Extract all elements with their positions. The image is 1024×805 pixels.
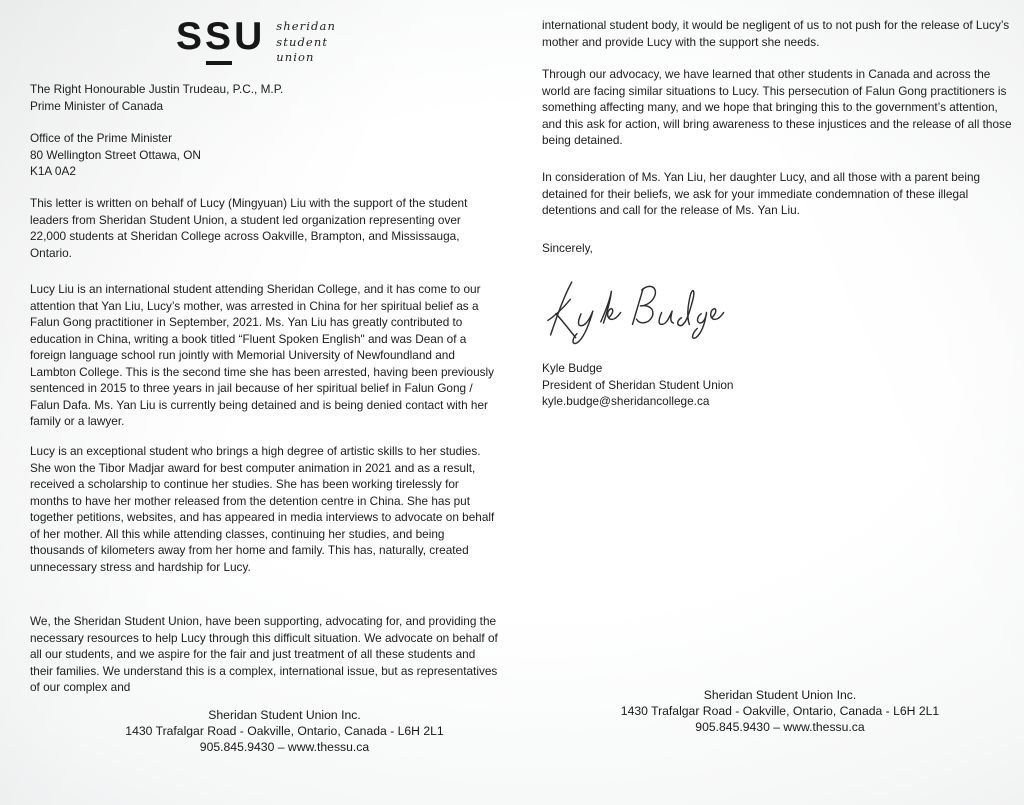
signer-block — [542, 360, 1012, 410]
page-footer — [57, 707, 512, 755]
tagline-line: union — [276, 50, 315, 64]
ssu-logo-tagline — [276, 16, 336, 66]
paragraph-text: Lucy Liu is an international student attending Sheridan College, and it has come to our attention that Yan Liu, Lucy’s mother, was arrested in China for her spiritual belief as a Falun Gong practitioner in September, 2021. Ms. Yan Liu has greatly contributed to education in China, writing a book titled “Fluent Spoken English" and was Dean of a foreign language school run jointly with Memorial University of Newfoundland and Lambton College. This is the second time she has been arrested, having been previously sentenced in 2015 to three years in jail because of her spiritual belief in Falun Gong / Falun Dafa. Ms. Yan Liu is currently being detained and is being denied contact with her family or a lawyer. — [30, 282, 495, 428]
footer-line: Sheridan Student Union Inc. — [703, 688, 857, 702]
footer-line: 1430 Trafalgar Road - Oakville, Ontario, Canada - L6H 2L1 — [620, 704, 940, 718]
paragraph-text: This letter is written on behalf of Lucy (Mingyuan) Liu with the support of the student leaders from Sheridan Student Union, a student led organization representing over 22,000 students at Sheridan College across Oakville, Brampton, and Mississauga, Ontario. — [30, 196, 468, 260]
address-block — [30, 130, 500, 180]
logo-letter-underlined: S — [205, 15, 235, 58]
body-paragraph — [30, 195, 500, 261]
tagline-line: student — [276, 34, 329, 49]
body-paragraph — [30, 613, 500, 696]
address-line: 80 Wellington Street Ottawa, ON — [30, 147, 201, 162]
closing-text: Sincerely, — [542, 241, 593, 255]
address-line: Office of the Prime Minister — [30, 131, 173, 145]
handwritten-signature-kyle-budge — [540, 276, 725, 349]
recipient-line: Prime Minister of Canada — [30, 98, 164, 113]
tagline-line: sheridan — [276, 19, 336, 33]
signature-drawing — [540, 276, 725, 349]
footer-line: 1430 Trafalgar Road - Oakville, Ontario, Canada - L6H 2L1 — [125, 724, 444, 738]
paragraph-text: We, the Sheridan Student Union, have been supporting, advocating for, and providing the necessary resources to help Lucy through this difficult situation. We advocate on behalf of all our students, and we aspire for the fair and just treatment of all these students and their families. We understand this is a complex, international issue, but as representatives of our complex and — [30, 614, 498, 694]
paragraph-text: international student body, it would be negligent of us to not push for the release of Lucy’s mother and provide Lucy with the support she needs. — [542, 18, 1010, 49]
logo-letter: S — [176, 15, 206, 58]
recipient-line: The Right Honourable Justin Trudeau, P.C., M.P. — [30, 82, 284, 96]
logo-letter: U — [234, 15, 266, 58]
ssu-logo — [0, 16, 512, 66]
paragraph-text: Lucy is an exceptional student who brings a high degree of artistic skills to her studies. She won the Tibor Madjar award for best computer animation in 2021 and as a result, received a scholarship to continue her studies. She has been working tirelessly for months to have her mother released from the detention centre in China. She has put together petitions, websites, and has appeared in media interviews to advocate on behalf of her mother. All this while attending classes, continuing her studies, and being thousands of kilometers away from her home and family. This has, naturally, created unnecessary stress and hardship for Lucy. — [30, 444, 495, 574]
body-paragraph — [30, 281, 500, 430]
page-footer — [600, 687, 960, 735]
signer-name: Kyle Budge — [542, 361, 603, 375]
closing-line — [542, 240, 1012, 257]
paragraph-text: In consideration of Ms. Yan Liu, her daughter Lucy, and all those with a parent being detained for their beliefs, we ask for your immediate condemnation of these illegal detentions and call for the release of Ms. Yan Liu. — [542, 170, 981, 217]
footer-line: 905.845.9430 – www.thessu.ca — [199, 740, 370, 754]
body-paragraph — [542, 17, 1012, 50]
address-line: K1A 0A2 — [30, 164, 76, 178]
footer-line: 905.845.9430 – www.thessu.ca — [695, 720, 865, 734]
signer-email: kyle.budge@sheridancollege.ca — [542, 394, 710, 408]
body-paragraph — [542, 66, 1012, 149]
body-paragraph — [30, 443, 500, 575]
body-paragraph — [542, 169, 1012, 219]
recipient-block — [30, 81, 500, 114]
ssu-logo-letters — [176, 16, 265, 58]
signer-title: President of Sheridan Student Union — [542, 377, 734, 392]
paragraph-text: Through our advocacy, we have learned that other students in Canada and across the world are facing similar situations to Lucy. This persecution of Falun Gong practitioners is something affecting many, and we hope that bringing this to the government’s attention, and this ask for action, will bring awareness to these injustices and the release of all those being detained. — [542, 67, 1012, 147]
footer-line: Sheridan Student Union Inc. — [208, 708, 361, 722]
